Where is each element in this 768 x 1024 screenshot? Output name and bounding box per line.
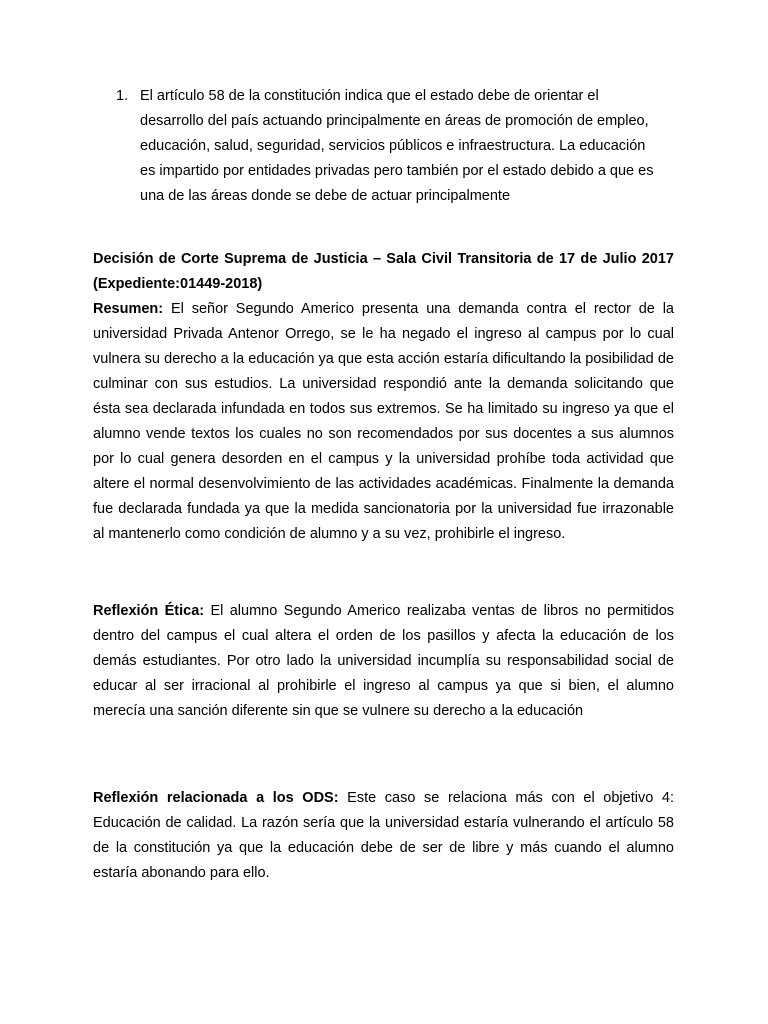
summary-label: Resumen: — [93, 301, 164, 317]
ethics-reflection-paragraph — [93, 599, 674, 724]
summary-text: El señor Segundo Americo presenta una demanda contra el rector de la universidad Privada Antenor Orrego, se le ha negado el ingreso al campus por lo cual vulnera su derecho a la educación ya que esta acción estaría dificultando la posibilidad de culminar con sus estudios. La universidad respondió ante la demanda solicitando que ésta sea declarada infundada en todos sus extremos. Se ha limitado su ingreso ya que el alumno vende textos los cuales no son recomendados por sus docentes a sus alumnos por lo cual genera desorden en el campus y la universidad prohíbe toda actividad que altere el normal desenvolvimiento de las actividades académicas. Finalmente la demanda fue declarada fundada ya que la medida sancionatoria por la universidad fue irrazonable al mantenerlo como condición de alumno y a su vez, prohibirle el ingreso. — [93, 301, 674, 542]
ods-reflection-paragraph — [93, 786, 674, 886]
list-item-text: El artículo 58 de la constitución indica que el estado debe de orientar el desarrollo del país actuando principalmente en áreas de promoción de empleo, educación, salud, seguridad, servicios públicos e infraestructura. La educación es impartido por entidades privadas pero también por el estado debido a que es una de las áreas donde se debe de actuar principalmente — [140, 88, 654, 204]
ethics-label: Reflexión Ética: — [93, 603, 205, 619]
decision-heading: Decisión de Corte Suprema de Justicia – Sala Civil Transitoria de 17 de Julio 2017 (Expediente:01449-2018) — [93, 251, 674, 292]
ods-text: Este caso se relaciona más con el objetivo 4: Educación de calidad. La razón sería que la universidad estaría vulnerando el artículo 58 de la constitución ya que la educación debe de ser de libre y más cuando el alumno estaría abonando para ello. — [93, 790, 674, 881]
ods-label: Reflexión relacionada a los ODS: — [93, 790, 339, 806]
ethics-text: El alumno Segundo Americo realizaba ventas de libros no permitidos dentro del campus el cual altera el orden de los pasillos y afecta la educación de los demás estudiantes. Por otro lado la universidad incumplía su responsabilidad social de educar al ser irracional al prohibirle el ingreso al campus ya que si bien, el alumno merecía una sanción diferente sin que se vulnere su derecho a la educación — [93, 603, 675, 719]
list-number: 1. — [116, 88, 129, 104]
summary-paragraph — [93, 297, 674, 547]
